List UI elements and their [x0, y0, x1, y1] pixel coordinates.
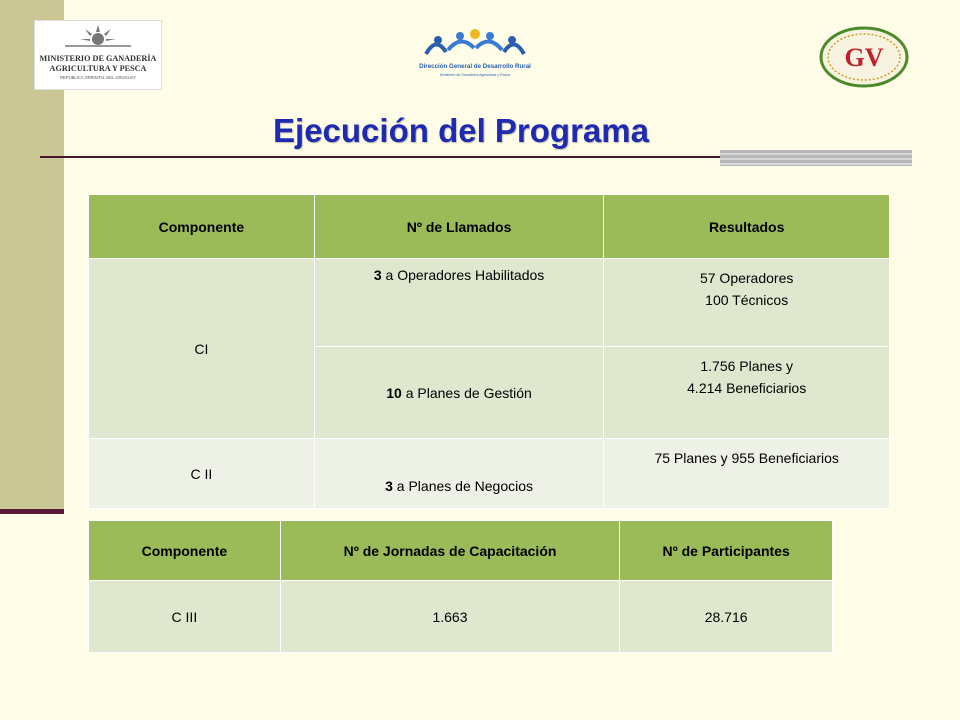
cell-resultados [604, 347, 890, 439]
dgdr-logo [416, 26, 534, 82]
mgap-logo-line2: AGRICULTURA Y PESCA [49, 64, 147, 73]
header-jornadas: Nº de Jornadas de Capacitación [280, 521, 619, 581]
llamados-table [88, 194, 890, 509]
left-bar-accent-line [0, 509, 64, 514]
table-header-row [89, 521, 833, 581]
dgdr-logo-line1: Dirección General de Desarrollo Rural [419, 63, 531, 70]
capacitacion-table [88, 520, 833, 653]
llamados-count: 3 [385, 478, 393, 494]
cell-componente-ciii: C III [89, 581, 281, 653]
table-row [89, 259, 890, 347]
resultados-line2: 100 Técnicos [705, 292, 789, 308]
table-row [89, 581, 833, 653]
mgap-logo-line3: REPUBLICA ORIENTAL DEL URUGUAY [59, 75, 137, 80]
resultados-line1: 75 Planes y 955 Beneficiarios [654, 450, 839, 466]
cell-componente-cii: C II [89, 439, 315, 509]
cell-componente-ci: CI [89, 259, 315, 439]
table-row [89, 439, 890, 509]
dgdr-logo-line2: Ministerio de Ganadería Agricultura y Pesca [439, 73, 511, 77]
gv-logo-text: GV [844, 43, 884, 72]
cell-resultados [604, 439, 890, 509]
cell-participantes: 28.716 [620, 581, 833, 653]
llamados-count: 10 [386, 384, 402, 401]
cell-llamados [314, 439, 604, 509]
cell-jornadas: 1.663 [280, 581, 619, 653]
cell-llamados [314, 259, 604, 347]
page-title-container [0, 112, 920, 150]
header-resultados: Resultados [604, 195, 890, 259]
llamados-count: 3 [373, 267, 382, 283]
llamados-desc: a Planes de Negocios [392, 478, 533, 494]
table-header-row [89, 195, 890, 259]
cell-llamados [314, 347, 604, 439]
mgap-logo [34, 20, 162, 90]
llamados-desc: a Operadores Habilitados [381, 267, 545, 283]
resultados-line1: 1.756 Planes y [700, 358, 793, 374]
resultados-line1: 57 Operadores [699, 270, 794, 286]
cell-resultados [604, 259, 890, 347]
llamados-desc: a Planes de Gestión [401, 384, 532, 401]
mgap-logo-line1: MINISTERIO DE GANADERÍA [39, 54, 157, 63]
resultados-line2: 4.214 Beneficiarios [687, 380, 807, 396]
header-componente: Componente [89, 195, 315, 259]
gv-logo [818, 26, 910, 88]
page-title: Ejecución del Programa [273, 112, 649, 149]
title-accent-bar [720, 150, 912, 166]
header-participantes: Nº de Participantes [620, 521, 833, 581]
header-componente: Componente [89, 521, 281, 581]
header-llamados: Nº de Llamados [314, 195, 604, 259]
